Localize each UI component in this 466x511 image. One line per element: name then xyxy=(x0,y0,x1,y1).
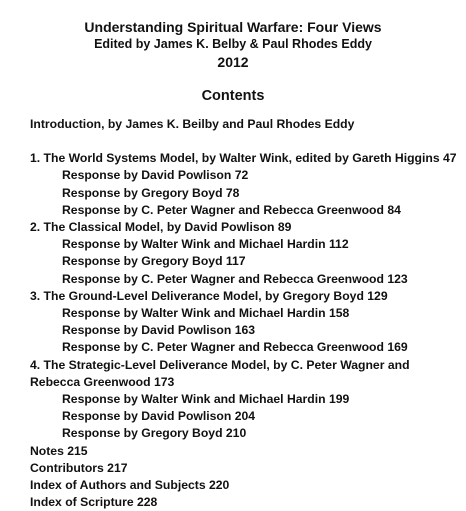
toc-response: Response by Walter Wink and Michael Hardin 158 xyxy=(62,306,350,321)
book-editors: Edited by James K. Belby & Paul Rhodes Eddy xyxy=(94,37,372,51)
toc-chapter-4: 4. The Strategic-Level Deliverance Model, by C. Peter Wagner and Rebecca Greenwood 173 xyxy=(30,357,410,389)
toc-response: Response by David Powlison 72 xyxy=(62,168,249,183)
publication-year: 2012 xyxy=(217,54,249,70)
document-header xyxy=(0,18,466,71)
toc-response: Response by Gregory Boyd 210 xyxy=(62,426,247,441)
toc-chapter-3: 3. The Ground-Level Deliverance Model, by Gregory Boyd 129 xyxy=(30,288,388,303)
toc-response: Response by C. Peter Wagner and Rebecca Greenwood 123 xyxy=(62,271,408,286)
contents-heading: Contents xyxy=(201,88,265,104)
toc-chapter-2: 2. The Classical Model, by David Powlison 89 xyxy=(30,220,292,235)
toc-response: Response by C. Peter Wagner and Rebecca Greenwood 84 xyxy=(62,202,401,217)
toc-notes: Notes 215 xyxy=(30,443,88,458)
toc-response: Response by David Powlison 163 xyxy=(62,323,256,338)
toc-response: Response by Gregory Boyd 78 xyxy=(62,185,240,200)
toc-contributors: Contributors 217 xyxy=(30,460,128,475)
toc-introduction: Introduction, by James K. Beilby and Paul Rhodes Eddy xyxy=(30,117,355,131)
book-title: Understanding Spiritual Warfare: Four Views xyxy=(84,19,382,35)
toc-response: Response by Walter Wink and Michael Hardin 199 xyxy=(62,392,350,407)
toc-response: Response by C. Peter Wagner and Rebecca Greenwood 169 xyxy=(62,340,408,355)
toc-index-authors-subjects: Index of Authors and Subjects 220 xyxy=(30,478,230,493)
table-of-contents xyxy=(30,116,460,511)
toc-response: Response by Walter Wink and Michael Hardin 112 xyxy=(62,237,349,252)
toc-index-scripture: Index of Scripture 228 xyxy=(30,495,158,510)
toc-chapter-1: 1. The World Systems Model, by Walter Wink, edited by Gareth Higgins 47 xyxy=(30,151,457,166)
toc-response: Response by Gregory Boyd 117 xyxy=(62,254,246,269)
toc-response: Response by David Powlison 204 xyxy=(62,409,256,424)
